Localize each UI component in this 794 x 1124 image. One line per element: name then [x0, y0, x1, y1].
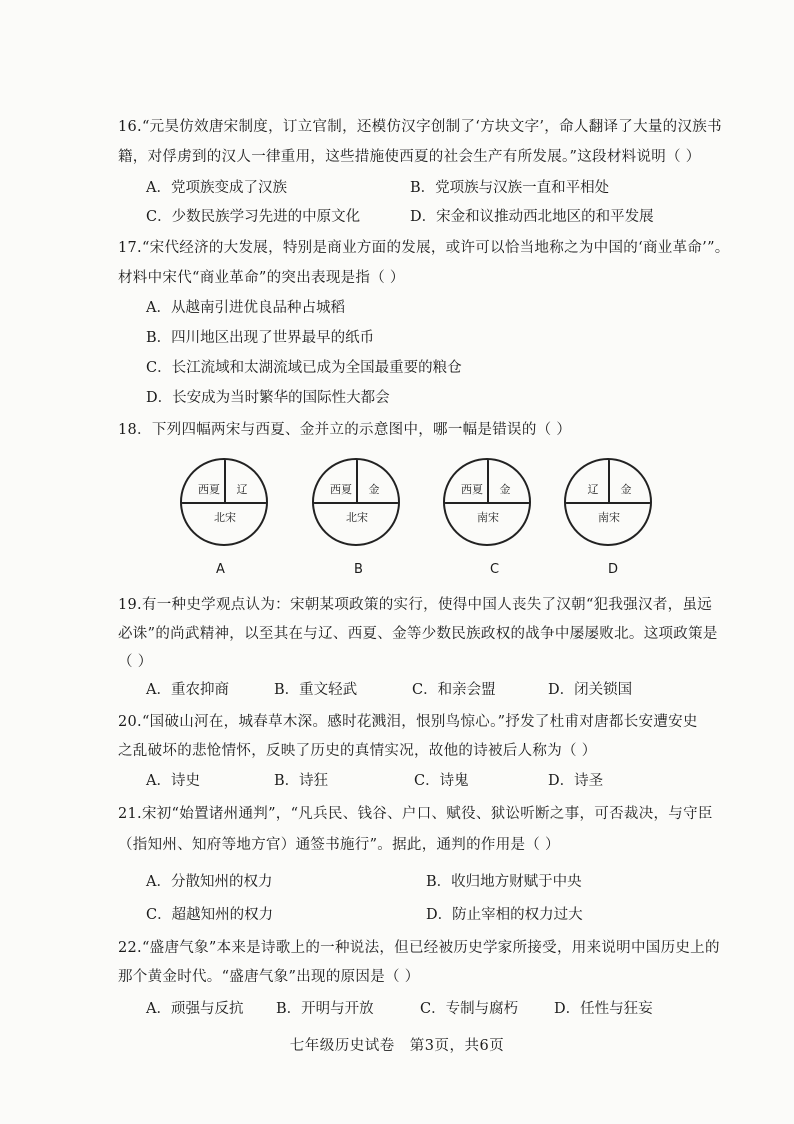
q16-option-c: C．少数民族学习先进的中原文化	[146, 209, 361, 225]
diagram-d-top-right: 金	[620, 483, 632, 496]
q21-line1: 21.宋初“始置诸州通判”，“凡兵民、钱谷、户口、赋役、狱讼听断之事，可否裁决，与守臣	[118, 806, 713, 822]
q20-option-a: A．诗史	[146, 773, 200, 789]
q16-option-a: A．党项族变成了汉族	[146, 180, 287, 196]
q22-option-d: D．任性与狂妄	[554, 1001, 653, 1017]
q16-line1: 16.“元昊仿效唐宋制度，订立官制，还模仿汉字创制了‘方块文字’，命人翻译了大量的汉族书	[118, 119, 722, 135]
diagram-c-label: C	[490, 562, 500, 577]
diagram-a-label: A	[216, 562, 225, 577]
diagram-c-bottom: 南宋	[477, 511, 499, 524]
q22-line2: 那个黄金时代。“盛唐气象”出现的原因是（ ）	[118, 969, 420, 985]
q19-option-c: C．和亲会盟	[412, 682, 496, 698]
q21-option-d: D．防止宰相的权力过大	[426, 907, 583, 923]
diagram-d-top-left: 辽	[587, 483, 599, 496]
diagram-circle-a	[180, 458, 268, 546]
q20-line2: 之乱破坏的悲怆情怀，反映了历史的真情实况，故他的诗被后人称为（ ）	[118, 743, 597, 759]
q20-option-b: B．诗狂	[274, 773, 329, 789]
diagram-d-bottom: 南宋	[598, 511, 620, 524]
q19-option-a: A．重农抑商	[146, 682, 229, 698]
q21-option-c: C．超越知州的权力	[146, 907, 274, 923]
q18-diagrams	[0, 458, 794, 578]
diagram-circle-b	[312, 458, 400, 546]
diagram-a-top-left: 西夏	[198, 483, 220, 496]
diagram-c-top-right: 金	[499, 483, 511, 496]
diagram-a-bottom: 北宋	[214, 511, 236, 524]
q19-option-d: D．闭关锁国	[548, 682, 633, 698]
q17-option-a: A．从越南引进优良品种占城稻	[146, 300, 345, 316]
q22-option-c: C．专制与腐朽	[420, 1001, 519, 1017]
diagram-b-top-left: 西夏	[330, 483, 352, 496]
diagram-b-top-right: 金	[368, 483, 380, 496]
q17-option-d: D．长安成为当时繁华的国际性大都会	[146, 390, 390, 406]
page-footer: 七年级历史试卷 第3页，共6页	[289, 1038, 505, 1054]
q17-option-c: C．长江流域和太湖流域已成为全国最重要的粮仓	[146, 360, 462, 376]
q22-line1: 22.“盛唐气象”本来是诗歌上的一种说法，但已经被历史学家所接受，用来说明中国历史上的	[118, 940, 720, 956]
diagram-circle-c	[443, 458, 531, 546]
q22-option-a: A．顽强与反抗	[146, 1001, 244, 1017]
diagram-b-label: B	[354, 562, 363, 577]
q16-option-d: D．宋金和议推动西北地区的和平发展	[410, 209, 654, 225]
q21-option-b: B．收归地方财赋于中央	[426, 874, 582, 890]
q19-line3: （ ）	[118, 654, 153, 670]
q19-option-b: B．重文轻武	[274, 682, 358, 698]
diagram-d-label: D	[608, 562, 619, 577]
q19-line1: 19.有一种史学观点认为：宋朝某项政策的实行，使得中国人丧失了汉朝“犯我强汉者，虽远	[118, 597, 713, 613]
q20-option-d: D．诗圣	[548, 773, 604, 789]
q18-line1: 18．下列四幅两宋与西夏、金并立的示意图中，哪一幅是错误的（ ）	[118, 422, 572, 438]
diagram-a-top-right: 辽	[236, 483, 248, 496]
q16-line2: 籍，对俘虏到的汉人一律重用，这些措施使西夏的社会生产有所发展。”这段材料说明（ ）	[118, 149, 701, 165]
diagram-b-bottom: 北宋	[346, 511, 368, 524]
q17-option-b: B．四川地区出现了世界最早的纸币	[146, 330, 375, 346]
q22-option-b: B．开明与开放	[276, 1001, 374, 1017]
q21-option-a: A．分散知州的权力	[146, 874, 273, 890]
q16-option-b: B．党项族与汉族一直和平相处	[410, 180, 610, 196]
diagram-c-top-left: 西夏	[461, 483, 483, 496]
q21-line2: （指知州、知府等地方官）通签书施行”。据此，通判的作用是（ ）	[118, 837, 560, 853]
q19-line2: 必诛”的尚武精神，以至其在与辽、西夏、金等少数民族政权的战争中屡屡败北。这项政策是	[118, 626, 718, 642]
q17-line2: 材料中宋代“商业革命”的突出表现是指（ ）	[118, 270, 405, 286]
q20-line1: 20.“国破山河在，城春草木深。感时花溅泪，恨别鸟惊心。”抒发了杜甫对唐都长安遭安史	[118, 714, 698, 730]
diagram-circle-d	[564, 458, 652, 546]
q17-line1: 17.“宋代经济的大发展，特别是商业方面的发展，或许可以恰当地称之为中国的‘商业革命’”。	[118, 240, 730, 256]
q20-option-c: C．诗鬼	[414, 773, 469, 789]
